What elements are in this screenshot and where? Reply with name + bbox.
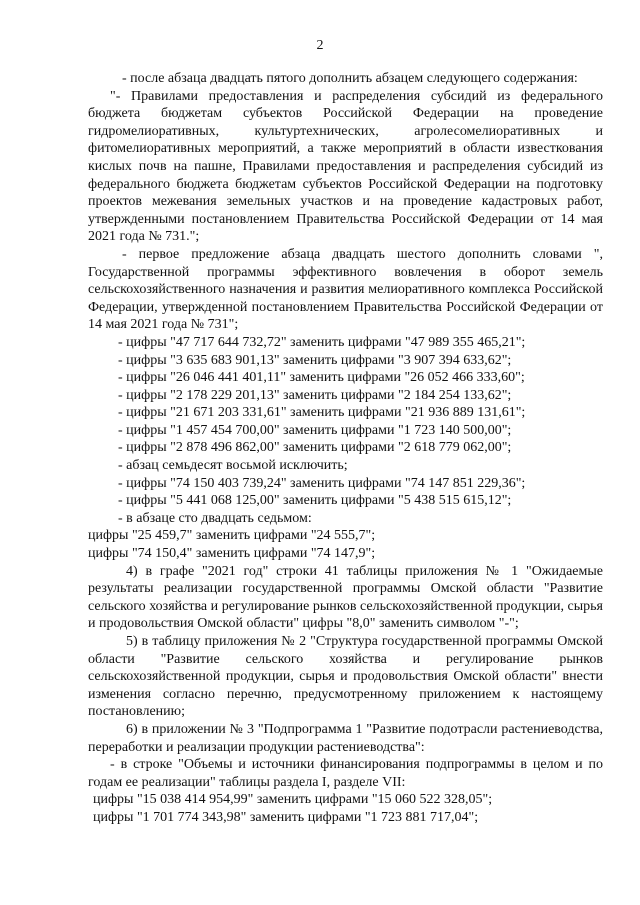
amendment-line: - цифры "5 441 068 125,00" заменить цифрами "5 438 515 615,12"; [118, 493, 512, 509]
amendment-line: - цифры "74 150 403 739,24" заменить цифрами "74 147 851 229,36"; [118, 475, 526, 491]
amendment-line: - цифры "26 046 441 401,11" заменить цифрами "26 052 466 333,60"; [118, 370, 525, 386]
amendment-line: цифры "74 150,4" заменить цифрами "74 147,9"; [88, 546, 376, 562]
amendment-line: - цифры "2 178 229 201,13" заменить цифрами "2 184 254 133,62"; [118, 387, 512, 403]
paragraph: - после абзаца двадцать пятого дополнить абзацем следующего содержания: [122, 71, 578, 86]
paragraph: 5) в таблицу приложения № 2 "Структура государственной программы Омской области "Развитие сельского хозяйства и регулирование рынков сельскохозяйственной продукции, сырья и продовольствия Омской области" внести изменения согласно перечню, предусмотренному приложением к настоящему постановлению; [88, 634, 603, 720]
paragraph: "- Правилами предоставления и распределения субсидий из федерального бюджета бюджетам субъектов Российской Федерации на проведение гидромелиоративных, культуртехнических, агролесомелиоративных и фитомелиоративных мероприятий, а также мероприятий в области известкования кислых почв на пашне, Правилами предоставления и распределения субсидий из федерального бюджета бюджетам субъектов Российской Федерации на подготовку проектов межевания земельных участков и на проведение кадастровых работ, утвержденными постановлением Правительства Российской Федерации от 14 мая 2021 года № 731."; [88, 88, 603, 245]
amendment-line: - абзац семьдесят восьмой исключить; [118, 458, 348, 474]
amendment-line: цифры "25 459,7" заменить цифрами "24 555,7"; [88, 528, 376, 544]
amendment-line: - цифры "1 457 454 700,00" заменить цифрами "1 723 140 500,00"; [118, 422, 512, 438]
paragraph: - первое предложение абзаца двадцать шестого дополнить словами ", Государственной программы эффективного вовлечения в оборот земель сельскохозяйственного назначения и развития мелиоративного комплекса Российской Федерации, утвержденной постановлением Правительства Российской Федерации от 14 мая 2021 года № 731"; [88, 246, 603, 333]
paragraph: 4) в графе "2021 год" строки 41 таблицы приложения № 1 "Ожидаемые результаты реализации государственной программы Омской области "Развитие сельского хозяйства и регулирование рынков сельскохозяйственной продукции, сырья и продовольствия Омской области" цифры "8,0" заменить символом "-"; [88, 563, 603, 632]
paragraph: 6) в приложении № 3 "Подпрограмма 1 "Развитие подотрасли растениеводства, переработки и реализации продукции растениеводства": [88, 721, 603, 755]
page-number: 2 [316, 38, 324, 53]
amendment-line: - цифры "21 671 203 331,61" заменить цифрами "21 936 889 131,61"; [118, 405, 526, 421]
amendment-line: - цифры "47 717 644 732,72" заменить цифрами "47 989 355 465,21"; [118, 334, 526, 350]
amendment-line: цифры "15 038 414 954,99" заменить цифрами "15 060 522 328,05"; [93, 792, 493, 808]
document-body [88, 70, 603, 827]
amendment-line: - цифры "3 635 683 901,13" заменить цифрами "3 907 394 633,62"; [118, 352, 512, 368]
amendment-line: цифры "1 701 774 343,98" заменить цифрами "1 723 881 717,04"; [93, 809, 479, 825]
amendment-line: - цифры "2 878 496 862,00" заменить цифрами "2 618 779 062,00"; [118, 440, 512, 456]
amendment-line: - в абзаце сто двадцать седьмом: [118, 510, 312, 526]
paragraph: - в строке "Объемы и источники финансирования подпрограммы в целом и по годам ее реализации" таблицы раздела I, разделе VII: [88, 757, 603, 790]
